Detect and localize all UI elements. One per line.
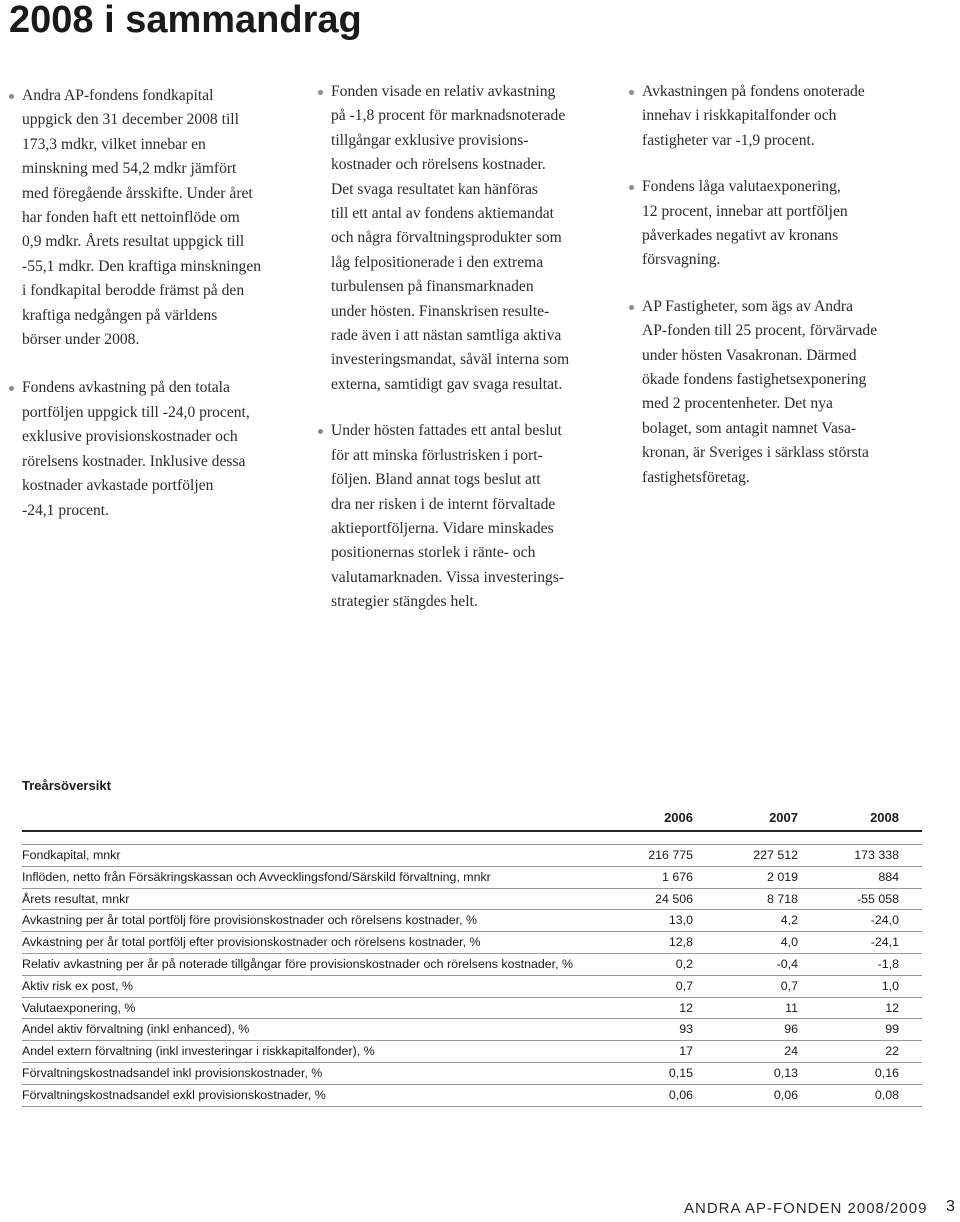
row-value-2006: 0,06	[668, 1087, 693, 1102]
row-value-2006: 1 676	[661, 869, 693, 884]
summary-column-3	[642, 80, 917, 512]
row-value-2006: 12,8	[668, 935, 693, 950]
row-value-2007: 4,0	[780, 935, 798, 950]
year-header: 2007	[769, 810, 798, 825]
summary-column-1	[22, 84, 284, 547]
row-label: Årets resultat, mnkr	[22, 891, 130, 906]
bullet-dot-icon	[318, 429, 323, 434]
row-value-2007: 8 718	[766, 891, 798, 906]
row-label: Förvaltningskostnadsandel exkl provisionskostnader, %	[22, 1087, 326, 1102]
row-label: Aktiv risk ex post, %	[22, 978, 133, 993]
summary-column-2	[331, 80, 606, 637]
table-header-row	[22, 808, 922, 832]
bullet-dot-icon	[9, 386, 14, 391]
row-value-2008: -1,8	[877, 956, 899, 971]
table-row	[22, 889, 922, 911]
row-value-2007: 96	[784, 1022, 798, 1037]
row-value-2006: 13,0	[668, 913, 693, 928]
row-value-2006: 93	[679, 1022, 693, 1037]
three-year-overview-table	[22, 776, 922, 1107]
row-value-2008: 1,0	[881, 978, 899, 993]
table-row	[22, 1041, 922, 1063]
table-row	[22, 976, 922, 998]
row-value-2007: 4,2	[780, 913, 798, 928]
row-value-2008: -24,0	[870, 913, 899, 928]
row-value-2008: 0,08	[874, 1087, 899, 1102]
table-row	[22, 1019, 922, 1041]
year-header: 2008	[870, 810, 899, 825]
table-row	[22, 845, 922, 867]
row-value-2008: -55 058	[856, 891, 899, 906]
row-label: Inflöden, netto från Försäkringskassan och Avvecklingsfond/Särskild förvaltning, mnkr	[22, 869, 491, 884]
bullet-dot-icon	[629, 90, 634, 95]
row-label: Valutaexponering, %	[22, 1000, 136, 1015]
row-label: Förvaltningskostnadsandel inkl provisionskostnader, %	[22, 1065, 323, 1080]
row-value-2006: 0,7	[675, 978, 693, 993]
table-title: Treårsöversikt	[22, 778, 111, 793]
summary-bullet: Fonden visade en relativ avkastning på -1,8 procent för marknadsnoterade tillgångar exklusive provisions- kostnader och rörelsens kostnader. Det svaga resultatet kan hänföras till ett antal av fondens aktiemandat och några förvaltningsprodukter som låg felpositionerade i den extrema turbulensen på finansmarknaden under hösten. Finanskrisen resulte- rade även i att nästan samtliga aktiva investeringsmandat, såväl interna som externa, samtidigt gav svaga resultat.	[331, 80, 606, 397]
row-label: Andel aktiv förvaltning (inkl enhanced), %	[22, 1022, 250, 1037]
row-value-2008: 173 338	[854, 848, 899, 862]
row-value-2006: 0,2	[675, 956, 693, 971]
row-value-2007: 24	[784, 1044, 798, 1059]
table-row	[22, 1085, 922, 1107]
row-value-2008: 12	[885, 1000, 899, 1015]
publication-footer: ANDRA AP-FONDEN 2008/2009	[684, 1200, 928, 1217]
row-label: Fondkapital, mnkr	[22, 848, 121, 862]
row-value-2006: 24 506	[655, 891, 693, 906]
table-row	[22, 954, 922, 976]
row-label: Andel extern förvaltning (inkl investeringar i riskkapitalfonder), %	[22, 1044, 375, 1059]
summary-bullet: Avkastningen på fondens onoterade innehav i riskkapitalfonder och fastigheter var -1,9 procent.	[642, 80, 917, 153]
summary-bullet: Fondens avkastning på den totala portföljen uppgick till -24,0 procent, exklusive provisionskostnader och rörelsens kostnader. Inklusive dessa kostnader avkastade portföljen -24,1 procent.	[22, 376, 284, 522]
row-value-2007: 0,7	[780, 978, 798, 993]
bullet-dot-icon	[629, 305, 634, 310]
summary-bullet: AP Fastigheter, som ägs av Andra AP-fonden till 25 procent, förvärvade under hösten Vasakronan. Därmed ökade fondens fastighetsexponering med 2 procentenheter. Det nya bolaget, som antagit namnet Vasa- kronan, är Sveriges i särklass största fastighetsföretag.	[642, 295, 917, 490]
page-number: 3	[946, 1198, 955, 1215]
row-label: Avkastning per år total portfölj före provisionskostnader och rörelsens kostnader, %	[22, 913, 478, 928]
table-row	[22, 867, 922, 889]
bullet-dot-icon	[629, 185, 634, 190]
row-value-2007: 0,13	[773, 1065, 798, 1080]
row-value-2008: 22	[885, 1044, 899, 1059]
row-value-2006: 216 775	[648, 848, 693, 862]
summary-bullet: Andra AP-fondens fondkapital uppgick den 31 december 2008 till 173,3 mdkr, vilket innebar en minskning med 54,2 mdkr jämfört med föregående årsskifte. Under året har fonden haft ett nettoinflöde om 0,9 mdkr. Årets resultat uppgick till -55,1 mdkr. Den kraftiga minskningen i fondkapital berodde främst på den kraftiga nedgången på världens börser under 2008.	[22, 84, 284, 352]
table-row	[22, 910, 922, 932]
row-value-2006: 12	[679, 1000, 693, 1015]
table-row	[22, 1063, 922, 1085]
year-header: 2006	[664, 810, 693, 825]
bullet-dot-icon	[318, 90, 323, 95]
bullet-dot-icon	[9, 94, 14, 99]
row-label: Relativ avkastning per år på noterade tillgångar före provisionskostnader och rörelsens kostnader, %	[22, 956, 574, 971]
row-value-2007: 2 019	[766, 869, 798, 884]
row-value-2008: -24,1	[870, 935, 899, 950]
table-row	[22, 998, 922, 1020]
table-body	[22, 844, 922, 1107]
row-value-2007: -0,4	[776, 956, 798, 971]
row-value-2008: 884	[878, 869, 899, 884]
summary-bullet: Under hösten fattades ett antal beslut för att minska förlustrisken i port- följen. Bland annat togs beslut att dra ner risken i de internt förvaltade aktieportföljerna. Vidare minskades positionernas storlek i ränte- och valutamarknaden. Vissa investerings- strategier stängdes helt.	[331, 419, 606, 614]
row-value-2008: 0,16	[874, 1065, 899, 1080]
row-value-2007: 227 512	[753, 848, 798, 862]
table-row	[22, 932, 922, 954]
summary-bullet: Fondens låga valutaexponering, 12 procent, innebar att portföljen påverkades negativt av kronans försvagning.	[642, 175, 917, 273]
row-value-2006: 17	[679, 1044, 693, 1059]
row-value-2007: 11	[785, 1000, 798, 1015]
row-value-2008: 99	[885, 1022, 899, 1037]
row-label: Avkastning per år total portfölj efter provisionskostnader och rörelsens kostnader, %	[22, 935, 481, 950]
row-value-2006: 0,15	[668, 1065, 693, 1080]
page-title: 2008 i sammandrag	[9, 0, 362, 41]
row-value-2007: 0,06	[773, 1087, 798, 1102]
